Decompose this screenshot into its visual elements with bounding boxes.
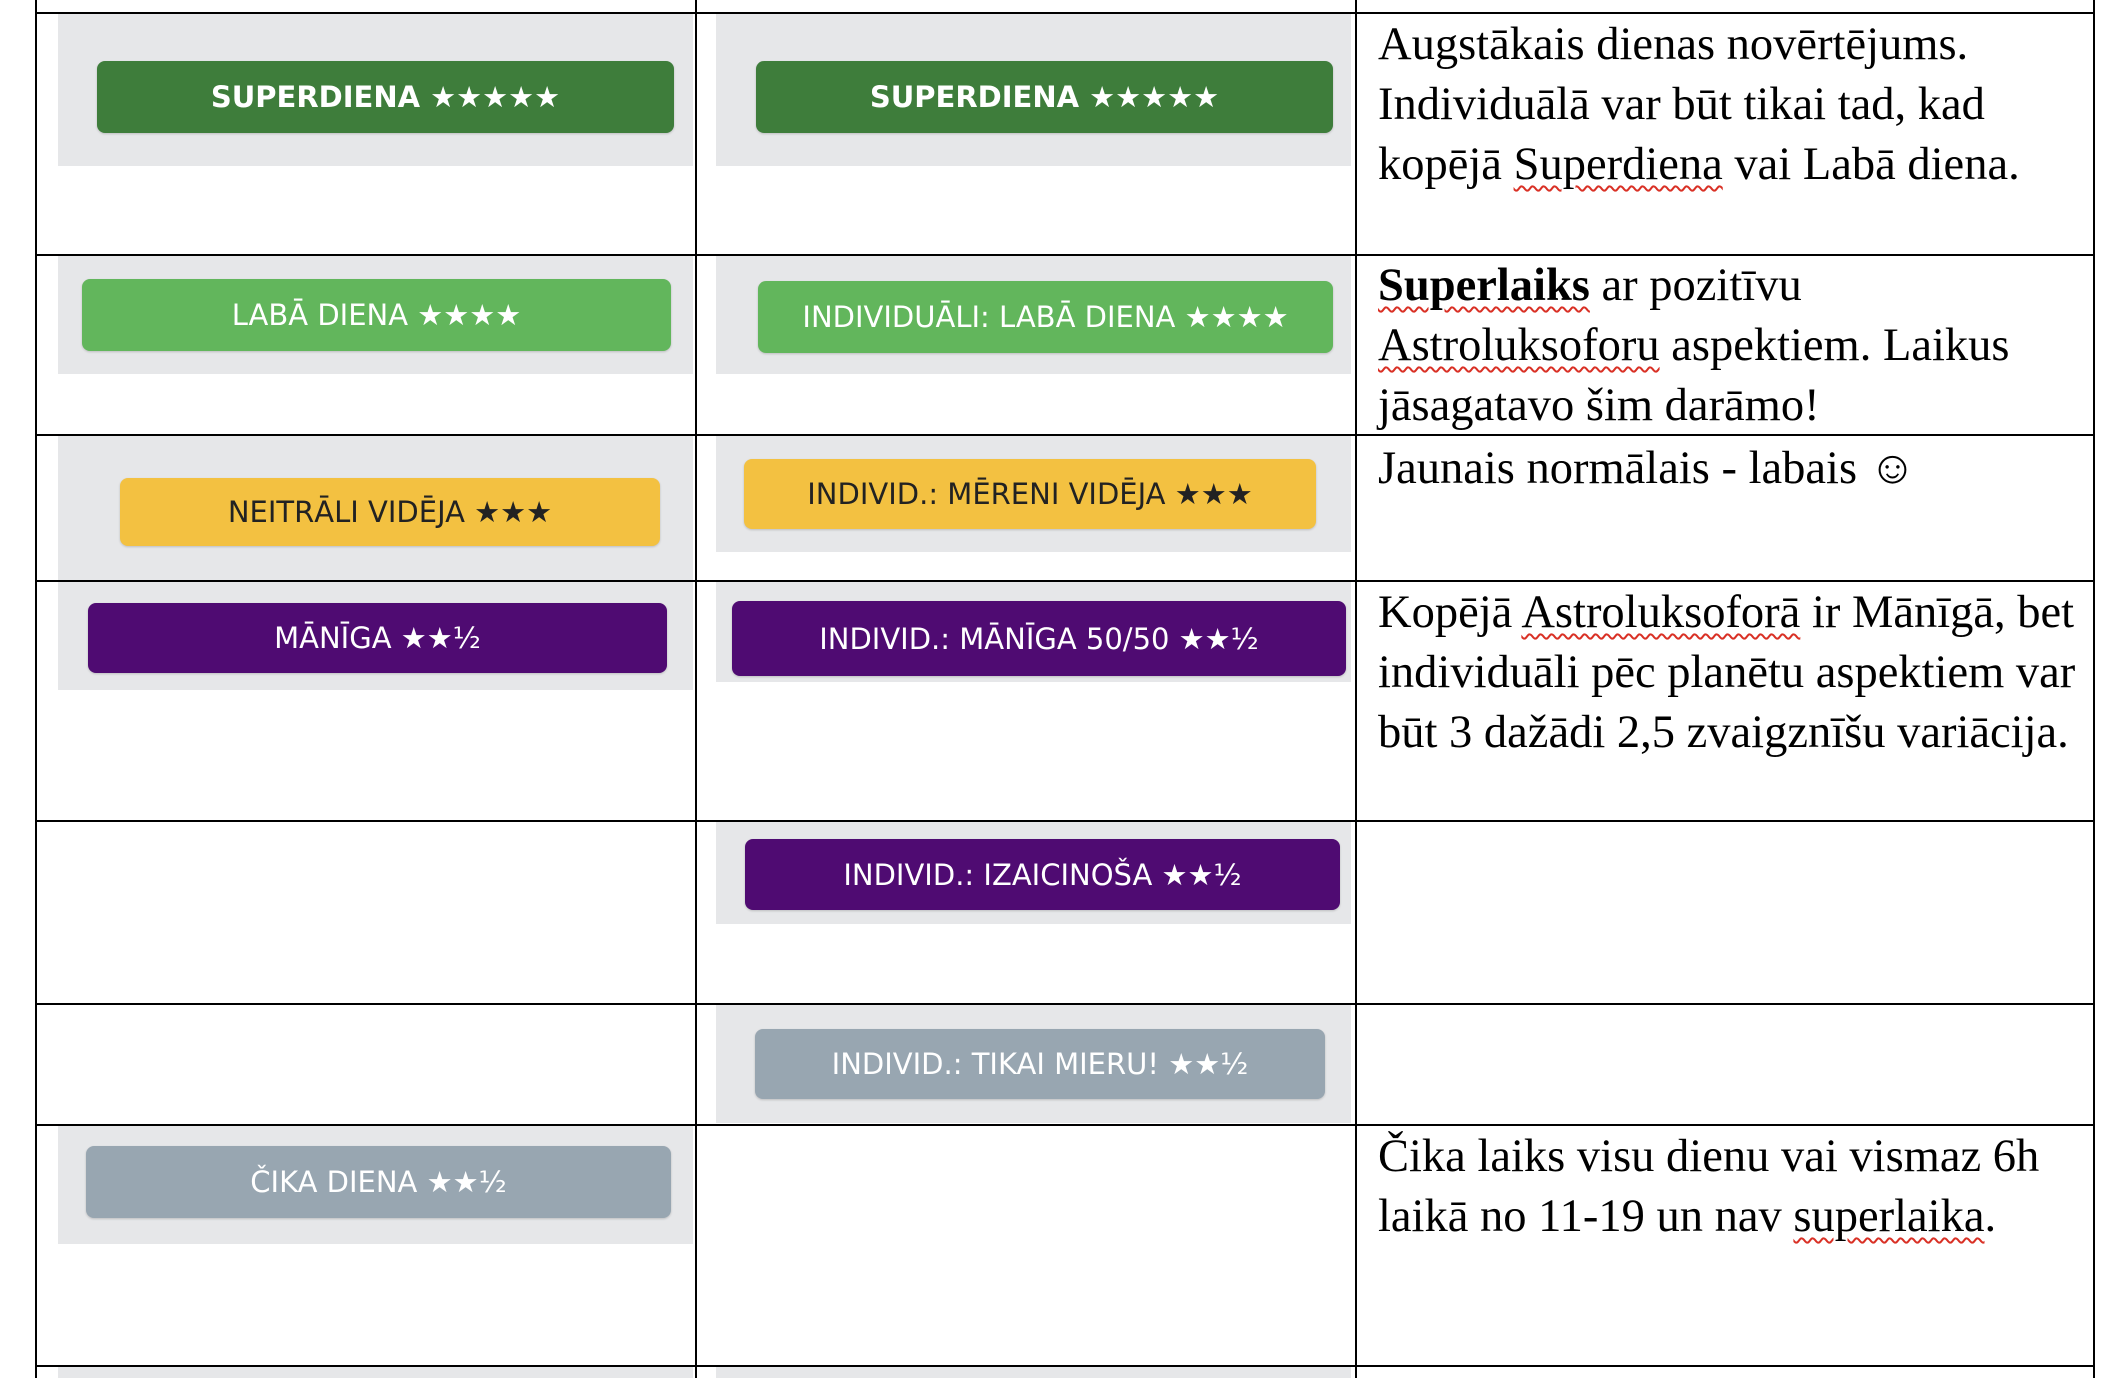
table-column-divider — [1355, 0, 1357, 1378]
description-superdiena: Augstākais dienas novērtējums. Individuālā var būt tikai tad, kad kopējā Superdiena vai Labā diena. — [1378, 19, 2020, 190]
badge-mereni-videja-individual: INDIVID.: MĒRENI VIDĒJA ★★★ — [744, 459, 1316, 529]
description-neitrali-videja: Jaunais normālais - labais ☺ — [1378, 443, 1917, 494]
badge-neitrali-videja-general: NEITRĀLI VIDĒJA ★★★ — [120, 478, 660, 546]
badge-superdiena-general: SUPERDIENA ★★★★★ — [97, 61, 674, 133]
badge-maniga-individual: INDIVID.: MĀNĪGA 50/50 ★★½ — [732, 601, 1346, 676]
table-border-left — [35, 0, 37, 1378]
badge-superdiena-individual: SUPERDIENA ★★★★★ — [756, 61, 1333, 133]
description-laba-diena: Superlaiks ar pozitīvu Astroluksoforu aspektiem. Laikus jāsagatavo šim darāmo! — [1378, 260, 2010, 431]
description-maniga: Kopējā Astroluksoforā ir Mānīgā, bet individuāli pēc planētu aspektiem var būt 3 dažādi 2,5 zvaigznīšu variācija. — [1378, 587, 2076, 758]
badge-swatch-partial — [58, 1367, 693, 1378]
badge-laba-diena-individual: INDIVIDUĀLI: LABĀ DIENA ★★★★ — [758, 281, 1333, 353]
description-cika-diena: Čika laiks visu dienu vai vismaz 6h laikā no 11-19 un nav superlaika. — [1378, 1131, 2040, 1242]
badge-izaicinosa-individual: INDIVID.: IZAICINOŠA ★★½ — [745, 839, 1340, 910]
superlaiks-term: Superlaiks — [1378, 260, 1590, 311]
badge-cika-diena-general: ČIKA DIENA ★★½ — [86, 1146, 671, 1218]
badge-maniga-general: MĀNĪGA ★★½ — [88, 603, 667, 673]
badge-swatch-partial — [716, 1367, 1351, 1378]
table-border-right — [2093, 0, 2095, 1378]
table-column-divider — [695, 0, 697, 1378]
badge-tikai-mieru-individual: INDIVID.: TIKAI MIERU! ★★½ — [755, 1029, 1325, 1099]
badge-laba-diena-general: LABĀ DIENA ★★★★ — [82, 279, 671, 351]
